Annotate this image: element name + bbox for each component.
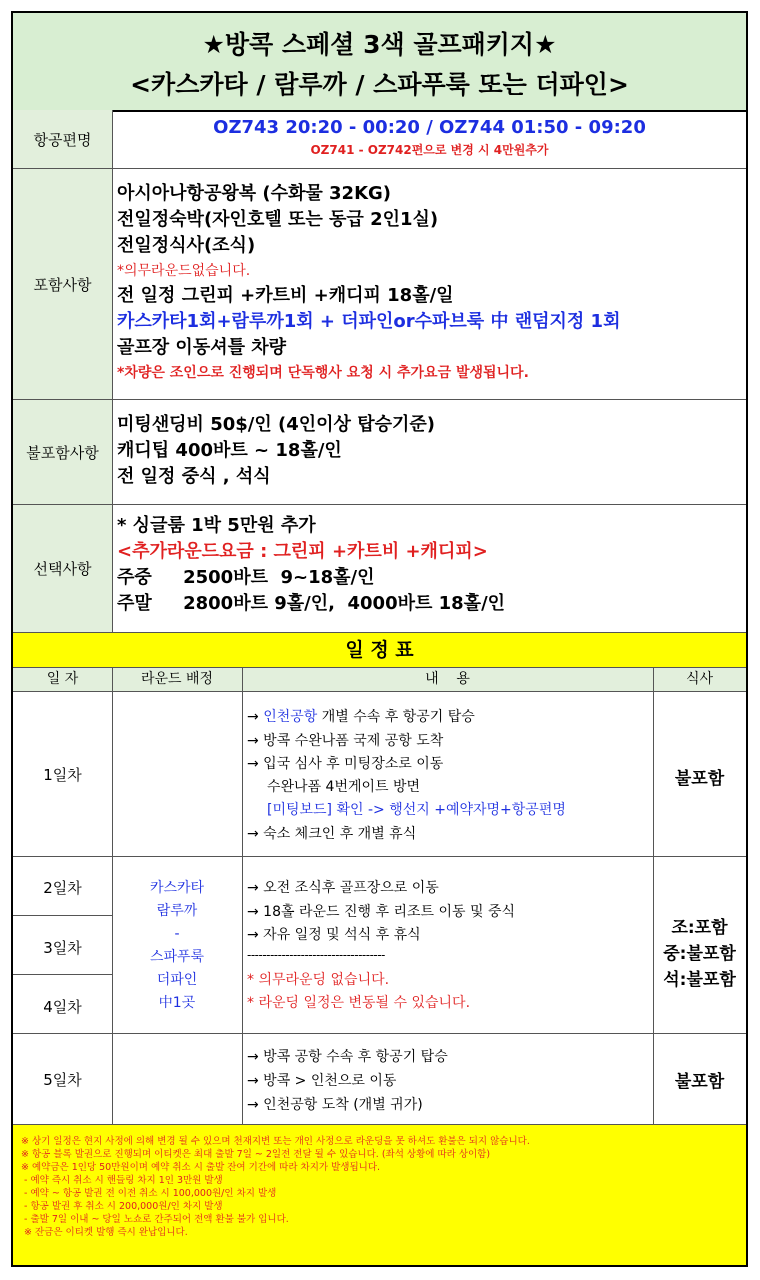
excluded-row: [13, 400, 746, 505]
included-item: *의무라운드없습니다.: [117, 263, 251, 279]
round-item: 中1곳: [158, 995, 196, 1011]
note-line: - 예약 즉시 취소 시 핸들링 차지 1인 3만원 발생: [21, 1175, 223, 1186]
note-line: ※ 잔금은 이티켓 발행 즉시 완납입니다.: [21, 1227, 188, 1238]
flight-note: OZ741 - OZ742편으로 변경 시 4만원추가: [310, 143, 549, 157]
note-line: - 항공 발권 후 취소 시 200,000원/인 차지 발생: [21, 1201, 223, 1212]
optional-item: 주말 2800바트 9홀/인, 4000바트 18홀/인: [117, 593, 506, 614]
excluded-item: 미팅샌딩비 50$/인 (4인이상 탑승기준): [117, 414, 435, 435]
schedule-item: → 방콕 수완나폼 국제 공항 도착: [247, 733, 444, 749]
header-content: 내 용: [425, 671, 470, 687]
day1-meal: 불포함: [674, 769, 725, 789]
title-banner: [13, 13, 746, 112]
excluded-item: 캐디팁 400바트 ~ 18홀/인: [117, 440, 342, 461]
header-round: 라운드 배정: [140, 671, 214, 687]
included-item: 전 일정 그린피 +카트비 +캐디피 18홀/일: [117, 285, 454, 306]
day1-row: [13, 692, 746, 857]
header-day: 일 자: [46, 671, 79, 687]
schedule-header: [13, 668, 746, 692]
excluded-item: 전 일정 중식 , 석식: [117, 466, 271, 487]
header-meal: 식사: [685, 671, 714, 687]
day1-label: 1일차: [43, 766, 82, 784]
day4-label: 4일차: [43, 998, 82, 1016]
schedule-item: * 의무라운딩 없습니다.: [247, 972, 390, 988]
excluded-label: 불포함사항: [13, 400, 113, 504]
package-sheet: [11, 11, 748, 1267]
optional-item: 주중 2500바트 9~18홀/인: [117, 567, 375, 588]
flight-value: [117, 110, 742, 158]
round-item: 스파푸룩: [149, 949, 205, 965]
optional-label: 선택사항: [13, 505, 113, 632]
included-item: 전일정숙박(자인호텔 또는 동급 2인1실): [117, 209, 439, 230]
optional-item: <추가라운드요금 : 그린피 +카트비 +캐디피>: [117, 541, 488, 562]
day-divider: [13, 915, 112, 916]
package-title: ★방콕 스페셜 3색 골프패키지★: [202, 30, 557, 59]
package-subtitle: <카스카타 / 람루까 / 스파푸룩 또는 더파인>: [130, 70, 629, 99]
note-line: - 예약 ~ 항공 발권 전 이전 취소 시 100,000원/인 차지 발생: [21, 1188, 277, 1199]
schedule-item: → 입국 심사 후 미팅장소로 이동: [247, 756, 444, 772]
day-divider: [13, 974, 112, 975]
schedule-title: 일 정 표: [13, 633, 746, 668]
schedule-item: → 방콕 > 인천으로 이동: [247, 1073, 397, 1089]
day2-4-row: [13, 857, 746, 1034]
schedule-item: → 방콕 공항 수속 후 항공기 탑승: [247, 1049, 448, 1065]
day5-row: [13, 1034, 746, 1125]
flight-main: OZ743 20:20 - 00:20 / OZ744 01:50 - 09:20: [213, 117, 646, 138]
included-item: 전일정식사(조식): [117, 235, 256, 256]
day2-label: 2일차: [43, 879, 82, 897]
schedule-item: → 오전 조식후 골프장으로 이동: [247, 880, 439, 896]
note-line: ※ 예약금은 1인당 50만원이며 예약 취소 시 출발 잔여 기간에 따라 차지가 발생됩니다.: [21, 1162, 381, 1173]
day5-meal: 불포함: [674, 1072, 725, 1092]
included-item: 골프장 이동셔틀 차량: [117, 337, 287, 358]
included-item: 카스카타1회+람루까1회 + 더파인or수파브룩 中 랜덤지정 1회: [117, 311, 621, 332]
optional-list: [117, 513, 742, 617]
round-item: 카스카타: [149, 880, 205, 896]
meal-list: [653, 915, 746, 993]
flight-row: [13, 110, 746, 169]
day5-label: 5일차: [43, 1071, 82, 1089]
highlight-text: 인천공항: [263, 709, 318, 725]
meal-item: 석:불포함: [663, 970, 736, 990]
round-item: -: [174, 926, 180, 942]
schedule-item: * 라운딩 일정은 변동될 수 있습니다.: [247, 995, 471, 1011]
round-item: 람루까: [156, 903, 198, 919]
schedule-item: → 18홀 라운드 진행 후 리조트 이동 및 중식: [247, 904, 516, 920]
optional-row: [13, 505, 746, 633]
notes-box: [13, 1125, 746, 1265]
included-row: [13, 169, 746, 400]
schedule-item: → 자유 일정 및 석식 후 휴식: [247, 927, 421, 943]
included-item: *차량은 조인으로 진행되며 단독행사 요청 시 추가요금 발생됩니다.: [117, 365, 529, 381]
included-list: [117, 181, 742, 385]
included-item: 아시아나항공왕복 (수화물 32KG): [117, 183, 392, 204]
note-line: - 출발 7일 이내 ~ 당일 노쇼로 간주되어 전액 환불 불가 입니다.: [21, 1214, 289, 1225]
optional-item: * 싱글룸 1박 5만원 추가: [117, 515, 316, 536]
schedule-item: → 인천공항 도착 (개별 귀가): [247, 1097, 423, 1113]
round-item: 더파인: [156, 972, 198, 988]
schedule-item: → 인천공항 개별 수속 후 항공기 탑승: [247, 709, 475, 725]
day3-label: 3일차: [43, 939, 82, 957]
note-line: ※ 상기 일정은 현지 사정에 의해 변경 될 수 있으며 천재지변 또는 개인 사정으로 라운딩을 못 하셔도 환불은 되지 않습니다.: [21, 1136, 530, 1147]
meal-item: 조:포함: [671, 918, 728, 938]
excluded-list: [117, 412, 742, 490]
flight-label: 항공편명: [13, 110, 113, 168]
meal-item: 중:불포함: [663, 944, 736, 964]
schedule-item: 수완나폼 4번게이트 방면: [267, 779, 421, 795]
schedule-item: [미팅보드] 확인 -> 행선지 +예약자명+항공편명: [267, 802, 566, 818]
note-line: ※ 항공 블록 발권으로 진행되며 이티켓은 최대 출발 7일 ~ 2일전 전달 될 수 있습니다. (좌석 상황에 따라 상이함): [21, 1149, 491, 1160]
schedule-item: → 숙소 체크인 후 개별 휴식: [247, 826, 417, 842]
round-list: [112, 877, 242, 1015]
included-label: 포함사항: [13, 169, 113, 399]
dashed-separator: ------------------------------------: [247, 948, 385, 962]
